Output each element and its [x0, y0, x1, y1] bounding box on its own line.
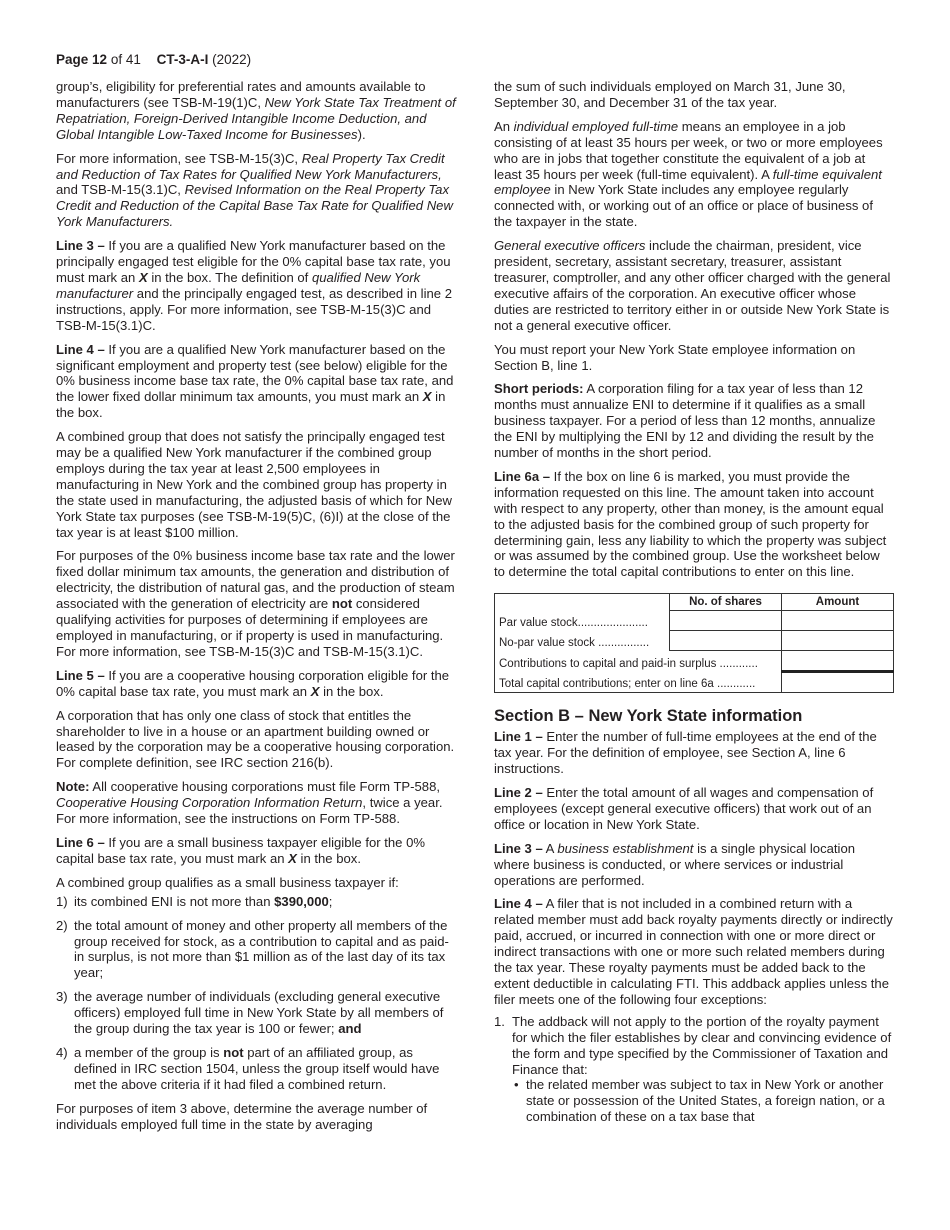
text-run: If you are a qualified New York manufacturer based on the significant employment and property test (see below) eligible for the 0% business income base tax rate, the 0% capital base tax rate, and the lower fixed dollar minimum tax amounts, you must mark an	[56, 341, 454, 405]
list-item-text	[74, 894, 332, 909]
text-run: A corporation filing for a tax year of less than 12 months must annualize ENI to determine if it qualifies as a small business taxpayer. For a period of less than 12 months, annualize the ENI by multiplying the ENI by 12 and dividing the result by the number of months in the short period.	[494, 381, 876, 461]
text-run: Cooperative Housing Corporation Information Return	[56, 795, 363, 811]
text-run: business establishment	[557, 840, 694, 856]
text-run: a member of the group is	[74, 1044, 224, 1060]
page-count: of 41	[110, 52, 141, 67]
text-run: Revised Information on the Real Property Tax Credit and Reduction of the Capital Base Tax Rate for Qualified New York Manufacturers.	[56, 182, 453, 230]
text-run: If you are a small business taxpayer eligible for the 0% capital base tax rate, you must mark an	[56, 834, 425, 866]
text-run: Line 3 –	[56, 238, 105, 254]
list-number: 1)	[56, 893, 68, 909]
no-par-value-shares-field[interactable]	[670, 631, 782, 651]
exceptions-list	[494, 1014, 894, 1125]
section-b-line-2	[494, 785, 894, 833]
row-label-total: Total capital contributions; enter on line 6a ............	[499, 678, 756, 691]
text-run: not	[331, 596, 353, 612]
text-run: All cooperative housing corporations must file Form TP-588,	[89, 779, 441, 795]
text-run: and	[338, 1021, 362, 1037]
text-run: Enter the number of full-time employees at the end of the tax year. For the definition of employee, see Section A, line 6 instructions.	[494, 729, 877, 777]
list-item	[56, 1045, 456, 1093]
section-b-line-1	[494, 729, 894, 777]
text-run: Line 6a –	[494, 468, 551, 484]
full-time-definition-paragraph	[494, 119, 894, 230]
text-run: the average number of individuals (excluding general executive officers) employed full time in New York State by all members of the group during the tax year is 100 or fewer;	[74, 989, 444, 1037]
exception-bullets	[512, 1077, 894, 1125]
text-run: A corporation that has only one class of stock that entitles the shareholder to live in a house or an apartment building owned or leased by the corporation may be a cooperative housing corporation. For complete definition, see IRC section 216(b).	[56, 707, 455, 771]
par-value-shares-field[interactable]	[670, 611, 782, 631]
text-run: in the box.	[319, 683, 384, 699]
text-run: include the chairman, president, vice president, secretary, assistant secretary, treasurer, assistant treasurer, comptroller, and any other officer charged with the general executive affairs of the corporation. An executive officer whose duties are restricted to territory either in or outside New York State is not a general executive officer.	[494, 238, 891, 333]
text-run: ;	[328, 893, 333, 909]
text-run: A combined group qualifies as a small business taxpayer if:	[56, 874, 399, 890]
list-number: 3)	[56, 989, 68, 1005]
line-3-paragraph	[56, 238, 456, 333]
list-item-text	[74, 989, 443, 1036]
text-run: , twice a year. For more information, see the instructions on Form TP-588.	[56, 795, 443, 827]
text-run: part of an affiliated group, as defined in IRC section 1504, unless the group itself would have met the above criteria if it had filed a combined return.	[74, 1044, 440, 1092]
text-run: group’s, eligibility for preferential rates and amounts available to manufacturers (see TSB-M-19(1)C,	[56, 79, 426, 110]
text-run: For more information, see TSB-M-15(3)C,	[56, 150, 302, 166]
text-run: Line 2 –	[494, 785, 543, 800]
line-6a-paragraph	[494, 469, 894, 580]
row-label-no-par-value: No-par value stock ................	[499, 636, 650, 649]
right-column	[494, 79, 894, 1133]
combined-group-paragraph	[56, 429, 456, 540]
bullet-item	[512, 1077, 894, 1125]
column-header-shares: No. of shares	[670, 594, 782, 611]
row-label-par-value: Par value stock......................	[499, 616, 648, 629]
total-amount-field[interactable]	[782, 672, 894, 693]
list-item	[56, 894, 456, 910]
section-b-line-4	[494, 896, 894, 1007]
text-run: and TSB-M-15(3.1)C,	[56, 182, 185, 198]
text-run: qualified New York manufacturer	[56, 269, 421, 301]
text-run: If you are a qualified New York manufacturer based on the principally engaged test eligible for the 0% capital base tax rate, you must mark an	[56, 238, 451, 285]
text-run: means an employee in a job consisting of at least 35 hours per week, or two or more employees who are in jobs that together constitute the equivalent of a job at least 35 hours per week (full-time equivalent). A	[494, 118, 883, 182]
manufacturer-eligibility-paragraph	[56, 79, 456, 143]
electricity-paragraph	[56, 548, 456, 659]
left-column	[56, 79, 456, 1140]
report-employee-paragraph	[494, 342, 894, 374]
text-run: Line 3 –	[494, 840, 543, 856]
text-run: The addback will not apply to the portion of the royalty payment for which the filer establishes by clear and convincing evidence of the form and type specified by the Commissioner of Taxation and Finance that:	[512, 1013, 892, 1077]
text-run: Line 4 –	[494, 896, 543, 912]
text-run: full-time equivalent employee	[494, 166, 882, 198]
executive-officers-paragraph	[494, 238, 894, 333]
text-run: A combined group that does not satisfy the principally engaged test may be a qualified New York manufacturer if the combined group employs during the tax year at least 2,500 employees in manufacturing in New York and the combined group has property in the state used in manufacturing, the adjusted basis of which for New York State tax purposes (see TSB-M-19(5)C, (6)I) at the close of the tax year is at least $100 million.	[56, 429, 452, 540]
small-business-criteria-list	[56, 894, 456, 1093]
form-year: (2022)	[212, 52, 252, 67]
small-business-intro	[56, 875, 456, 891]
text-run: in the box.	[56, 389, 446, 421]
text-run: and the principally engaged test, as described in line 2 instructions, apply. For more information, see TSB-M-15(3)C and TSB-M-15(3.1)C.	[56, 285, 452, 333]
page-header	[56, 52, 251, 68]
line-4-paragraph	[56, 342, 456, 422]
list-number: 2)	[56, 917, 68, 933]
section-b-heading: Section B – New York State information	[494, 707, 803, 726]
text-run: the sum of such individuals employed on March 31, June 30, September 30, and December 31 of the tax year.	[494, 79, 846, 110]
text-run: the related member was subject to tax in New York or another state or possession of the United States, a foreign nation, or a combination of these on a tax base that	[526, 1077, 885, 1125]
text-run: A filer that is not included in a combined return with a related member must add back royalty payments directly or indirectly paid, accrued, or incurred in connection with one or more direct or indirect transactions with one or more such related members during the tax year. These royalty payments must be added back to the extent deductible in calculating FTI. This addback applies unless the filer meets one of the following four exceptions:	[494, 896, 893, 1007]
list-item	[56, 989, 456, 1037]
text-run: in New York State includes any employee regularly connected with, or working out of an office or place of business of the taxpayer in the state.	[494, 182, 873, 230]
cooperative-definition-paragraph	[56, 708, 456, 772]
averaging-continued-paragraph	[494, 79, 894, 111]
text-run: If the box on line 6 is marked, you must provide the information requested on this line. The amount taken into account with respect to any property, other than money, is the amount equal to the adjusted basis for the combined group of such property for determining gain, less any liability to which the property was subject or was assumed by the combined group. Use the worksheet below to determine the total capital contributions to enter on this line.	[494, 468, 887, 580]
text-run: X	[288, 850, 297, 866]
text-run: Enter the total amount of all wages and compensation of employees (except general executive officers) that work out of an office or location in New York State.	[494, 785, 874, 832]
column-header-amount: Amount	[782, 594, 894, 611]
no-par-value-amount-field[interactable]	[782, 631, 894, 651]
par-value-amount-field[interactable]	[782, 611, 894, 631]
list-item-text	[74, 918, 449, 981]
text-run: Line 4 –	[56, 341, 105, 357]
list-item-text	[512, 1014, 891, 1077]
list-number: 4)	[56, 1044, 68, 1060]
text-run: New York State Tax Treatment of Repatriation, Foreign-Derived Intangible Income Deduction, and Global Intangible Low-Taxed Income for Businesses	[56, 94, 456, 142]
text-run: If you are a cooperative housing corporation eligible for the 0% capital base tax rate, you must mark an	[56, 667, 450, 699]
text-run: in the box. The definition of	[147, 269, 312, 285]
section-b-line-3	[494, 841, 894, 889]
text-run: X	[138, 269, 148, 285]
text-run: Line 1 –	[494, 729, 543, 745]
line-6-paragraph	[56, 835, 456, 867]
text-run: For purposes of the 0% business income base tax rate and the lower fixed dollar minimum tax amounts, the generation and distribution of electricity, the distribution of natural gas, and the production of steam associated with the generation of electricity are	[56, 548, 455, 612]
note-paragraph	[56, 779, 456, 827]
capital-contributions-worksheet	[494, 593, 894, 693]
more-information-paragraph	[56, 151, 456, 231]
text-run: its combined ENI is not more than	[74, 893, 275, 909]
text-run: $390,000	[274, 893, 329, 909]
text-run: Short periods:	[494, 381, 584, 397]
text-run: the total amount of money and other property all members of the group received for stock, as a contribution to capital and as paid-in surplus, is not more than $1 million as of the last day of its tax year;	[74, 917, 449, 981]
line-5-paragraph	[56, 668, 456, 700]
text-run: Line 5 –	[56, 667, 105, 683]
text-run: individual employed full-time	[513, 118, 679, 134]
text-run: You must report your New York State employee information on Section B, line 1.	[494, 341, 856, 373]
list-item-text	[74, 1045, 439, 1092]
row-label-contributions: Contributions to capital and paid-in surplus ............	[499, 657, 758, 670]
text-run: For purposes of item 3 above, determine the average number of individuals employed full time in the state by averaging	[56, 1100, 428, 1132]
averaging-paragraph	[56, 1101, 456, 1133]
text-run: ).	[357, 126, 366, 142]
form-number: CT-3-A-I	[156, 52, 209, 67]
text-run: General executive officers	[494, 238, 646, 254]
text-run: in the box.	[296, 850, 361, 866]
short-periods-paragraph	[494, 381, 894, 461]
list-number: 1.	[494, 1013, 505, 1029]
contributions-amount-field[interactable]	[782, 651, 894, 672]
list-item	[494, 1014, 894, 1125]
text-run: Line 6 –	[56, 834, 105, 850]
text-run: Note:	[56, 779, 90, 795]
list-item	[56, 918, 456, 982]
page-number: Page 12	[56, 52, 108, 67]
text-run: X	[422, 389, 432, 405]
text-run: Real Property Tax Credit and Reduction of Tax Rates for Qualified New York Manufacturers,	[56, 150, 445, 182]
text-run: An	[494, 118, 514, 134]
text-run: X	[310, 683, 320, 699]
text-run: considered qualifying activities for purposes of determining if employees are employed in manufacturing, or if property is used in manufacturing. For more information, see TSB-M-15(3)C and TSB-M-15(3.1)C.	[56, 596, 444, 659]
text-run: A	[542, 840, 558, 856]
text-run: is a single physical location where business is conducted, or where services or industrial operations are performed.	[494, 840, 856, 888]
text-run: not	[223, 1044, 244, 1060]
